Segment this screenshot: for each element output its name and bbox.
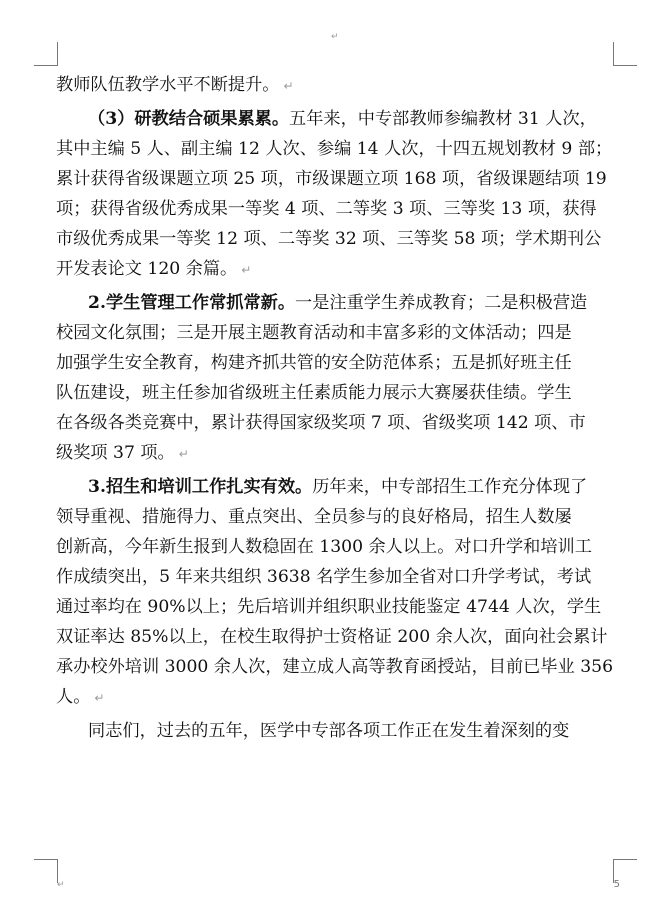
- paragraph-line: [56, 682, 621, 712]
- section-heading: 3.招生和培训工作扎实有效。: [88, 477, 313, 497]
- section-heading: （3）研教结合硕果累累。: [88, 109, 290, 129]
- paragraph-line: [56, 472, 621, 502]
- paragraph-line: 双证率达 85%以上，在校生取得护士资格证 200 余人次，面向社会累计: [56, 627, 608, 647]
- paragraph-line: 市级优秀成果一等奖 12 项、二等奖 32 项、三等奖 58 项；学术期刊公: [56, 229, 602, 249]
- bottom-paragraph-mark: ↵: [57, 880, 65, 890]
- section-heading: 2.学生管理工作常抓常新。: [88, 293, 296, 313]
- paragraph-line: 加强学生安全教育，构建齐抓共管的安全防范体系；五是抓好班主任: [56, 353, 572, 373]
- paragraph-line: [56, 288, 621, 318]
- paragraph-text: 一是注重学生养成教育；二是积极营造: [295, 293, 588, 313]
- paragraph-mark: ↵: [241, 263, 252, 277]
- top-right-crop-mark: [613, 42, 637, 66]
- paragraph-line: 其中主编 5 人、副主编 12 人次、参编 14 人次，十四五规划教材 9 部；: [56, 139, 613, 159]
- top-paragraph-mark: ↵: [331, 32, 339, 42]
- paragraph-text: 历年来，中专部招生工作充分体现了: [312, 477, 588, 497]
- paragraph-line: 同志们，过去的五年，医学中专部各项工作正在发生着深刻的变: [88, 721, 570, 741]
- paragraph-line: 累计获得省级课题立项 25 项，市级课题立项 168 项，省级课题结项 19: [56, 169, 607, 189]
- paragraph-text: 开发表论文 120 余篇。: [56, 259, 238, 279]
- page-number: 5: [613, 879, 620, 890]
- paragraph-mark: ↵: [178, 447, 189, 461]
- document-text-area: [56, 70, 621, 746]
- paragraph-line: 创新高，今年新生报到人数稳固在 1300 余人以上。对口升学和培训工: [56, 537, 592, 557]
- top-left-crop-mark: [34, 42, 58, 66]
- paragraph-line: 在各级各类竞赛中，累计获得国家级奖项 7 项、省级奖项 142 项、市: [56, 413, 586, 433]
- paragraph-line: [56, 104, 621, 134]
- paragraph-mark: ↵: [283, 79, 294, 93]
- paragraph-mark: ↵: [94, 691, 105, 705]
- paragraph-text: 五年来，中专部教师参编教材 31 人次，: [289, 109, 597, 129]
- bottom-left-crop-mark: [34, 859, 58, 883]
- paragraph-line: [56, 70, 621, 100]
- paragraph-text: 级奖项 37 项。: [56, 443, 175, 463]
- paragraph-text: 人。: [56, 687, 91, 707]
- paragraph-line: 通过率均在 90%以上；先后培训并组织职业技能鉴定 4744 人次，学生: [56, 597, 602, 617]
- paragraph-line: [56, 438, 621, 468]
- paragraph-line: 作成绩突出，5 年来共组织 3638 名学生参加全省对口升学考试，考试: [56, 567, 592, 587]
- paragraph-line: [56, 254, 621, 284]
- paragraph-line: 领导重视、措施得力、重点突出、全员参与的良好格局，招生人数屡: [56, 507, 572, 527]
- paragraph-line: 队伍建设，班主任参加省级班主任素质能力展示大赛屡获佳绩。学生: [56, 383, 572, 403]
- paragraph-line: 承办校外培训 3000 余人次，建立成人高等教育函授站，目前已毕业 356: [56, 657, 614, 677]
- paragraph-line: 项；获得省级优秀成果一等奖 4 项、二等奖 3 项、三等奖 13 项，获得: [56, 199, 597, 219]
- paragraph-line: 校园文化氛围；三是开展主题教育活动和丰富多彩的文体活动；四是: [56, 323, 572, 343]
- paragraph-text: 教师队伍教学水平不断提升。: [56, 75, 280, 95]
